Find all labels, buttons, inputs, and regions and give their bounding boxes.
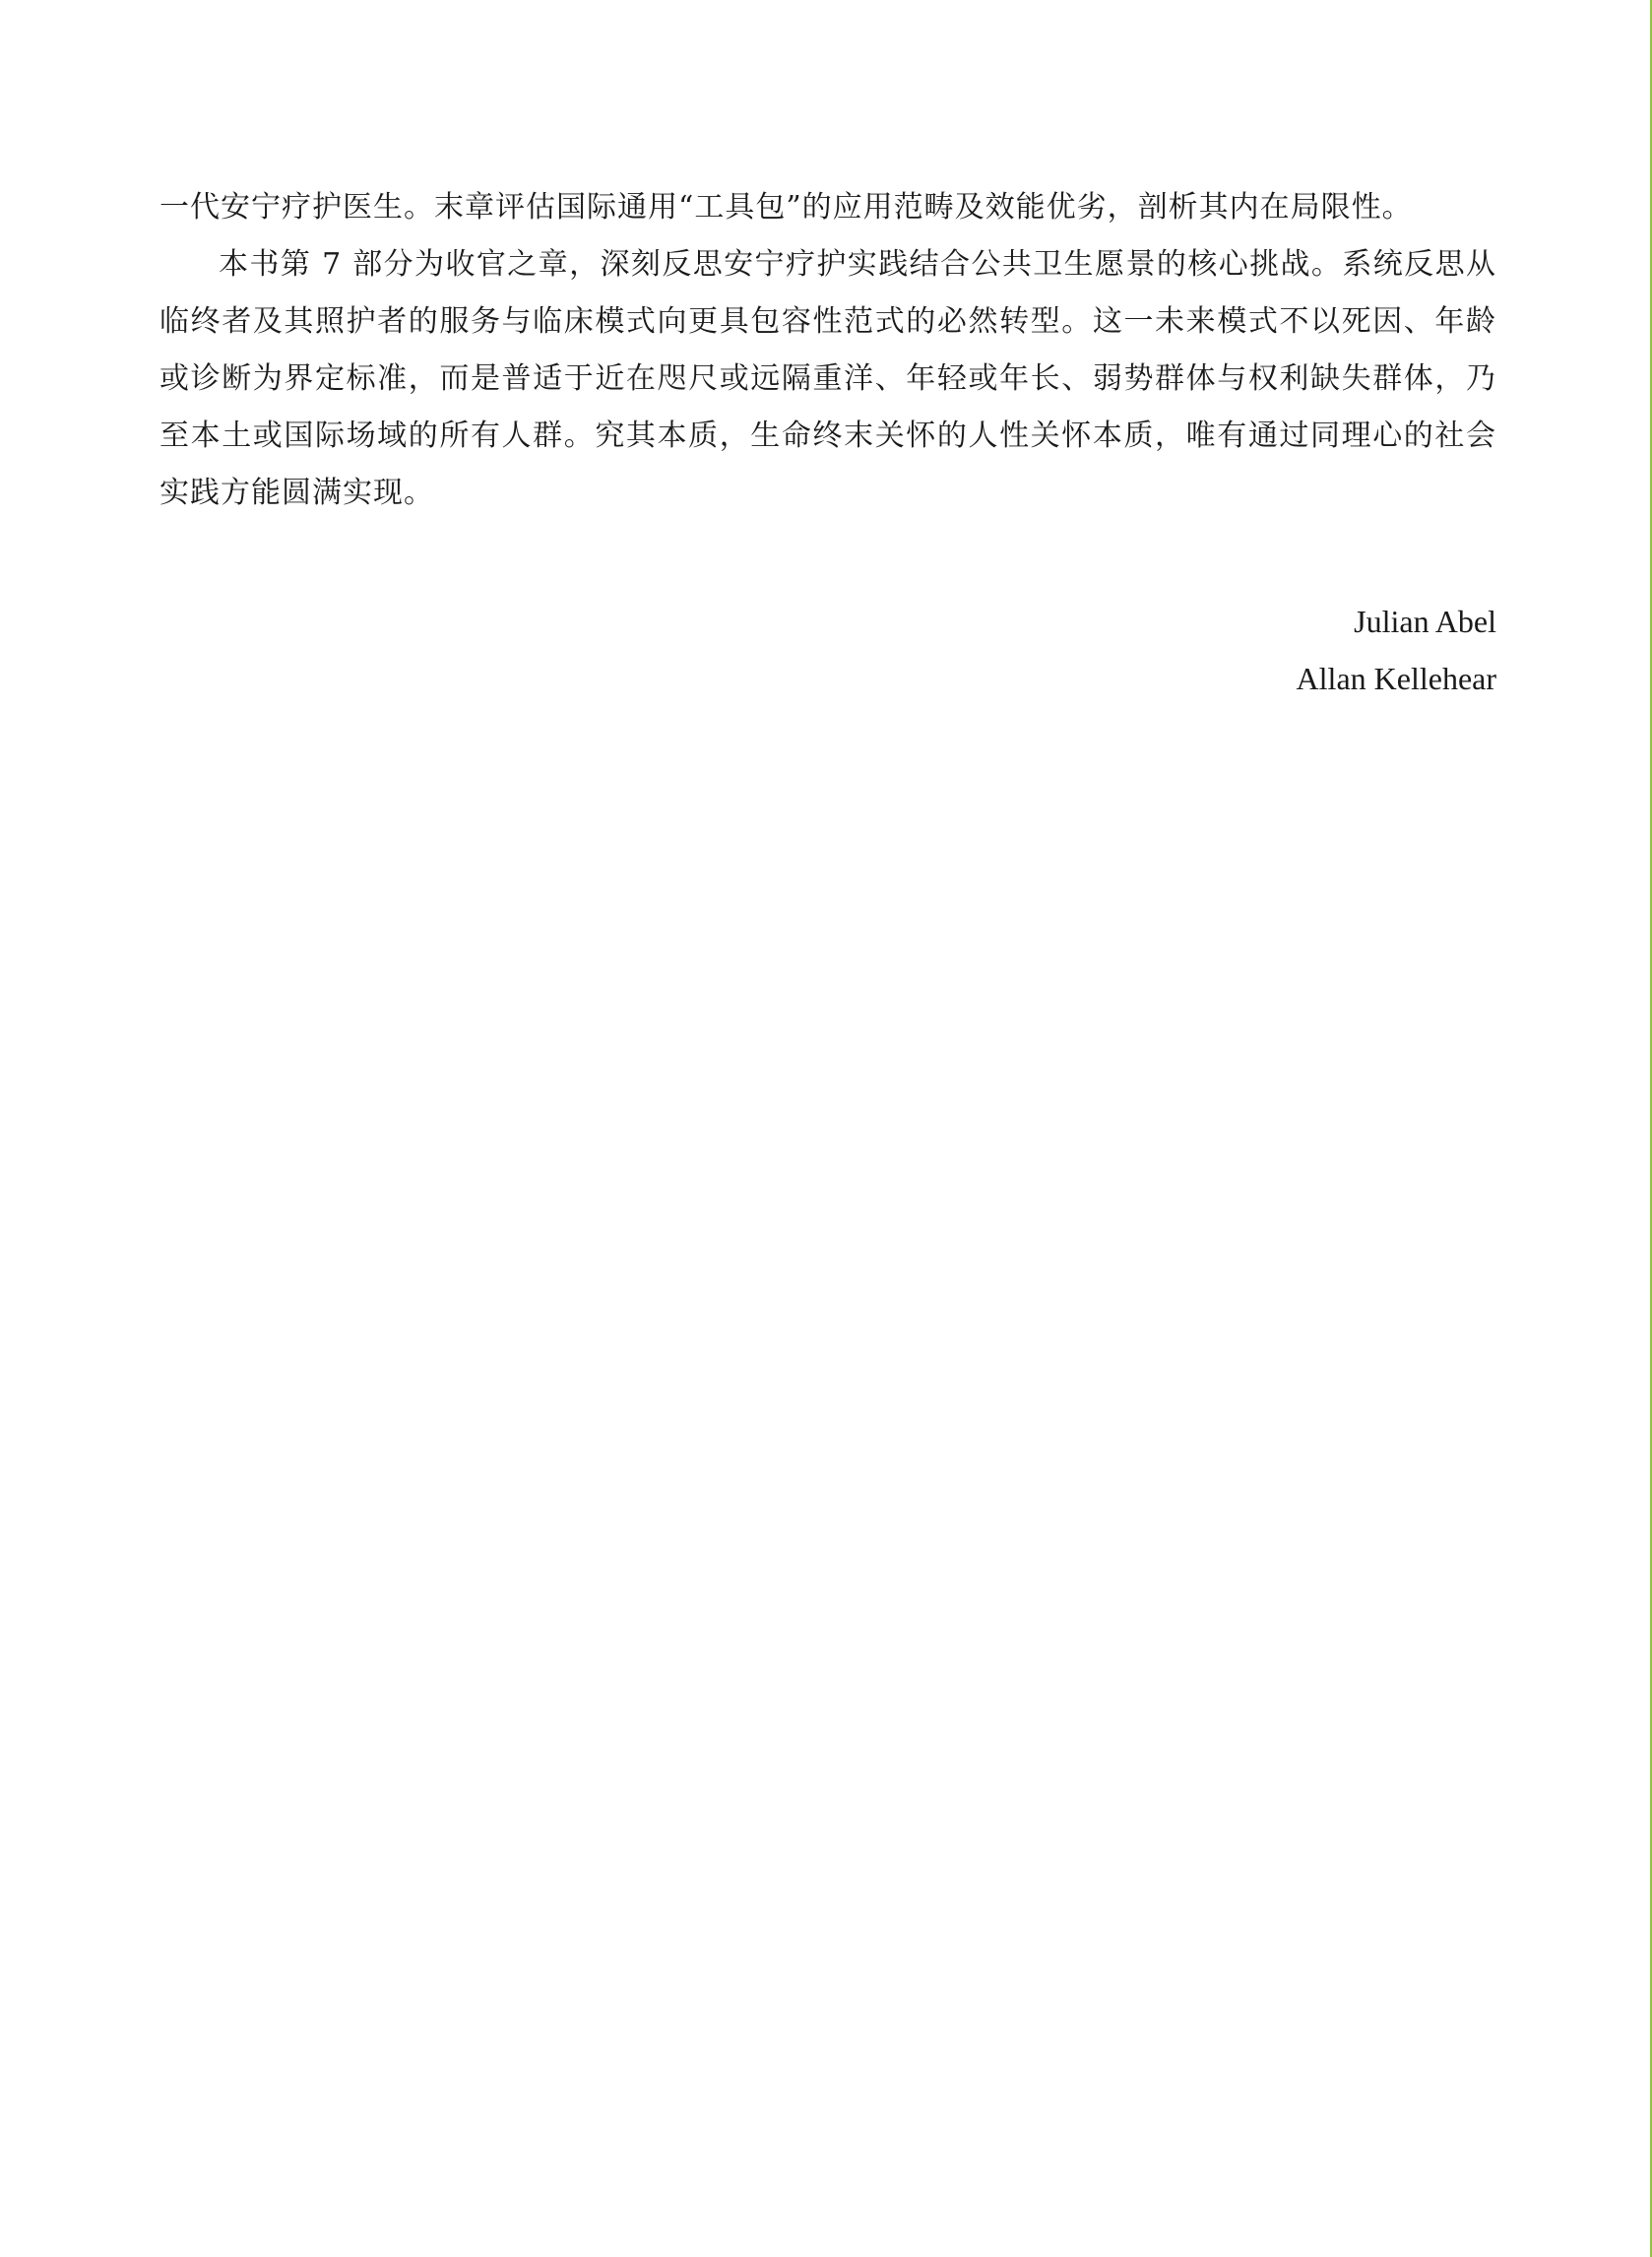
paragraph-continued: 一代安宁疗护医生。末章评估国际通用“工具包”的应用范畴及效能优劣，剖析其内在局限性。 [159,190,1413,225]
author-name-1: Julian Abel [1354,604,1496,639]
page-body [159,179,1496,522]
author-signatures [1297,593,1496,707]
paragraph-part-7-summary: 本书第 7 部分为收官之章，深刻反思安宁疗护实践结合公共卫生愿景的核心挑战。系统反思从临终者及其照护者的服务与临床模式向更具包容性范式的必然转型。这一未来模式不以死因、年龄或诊断为界定标准，而是普适于近在咫尺或远隔重洋、年轻或年长、弱势群体与权利缺失群体，乃至本土或国际场域的所有人群。究其本质，生命终末关怀的人性关怀本质，唯有通过同理心的社会实践方能圆满实现。 [159,247,1496,510]
author-name-2: Allan Kellehear [1296,661,1496,696]
